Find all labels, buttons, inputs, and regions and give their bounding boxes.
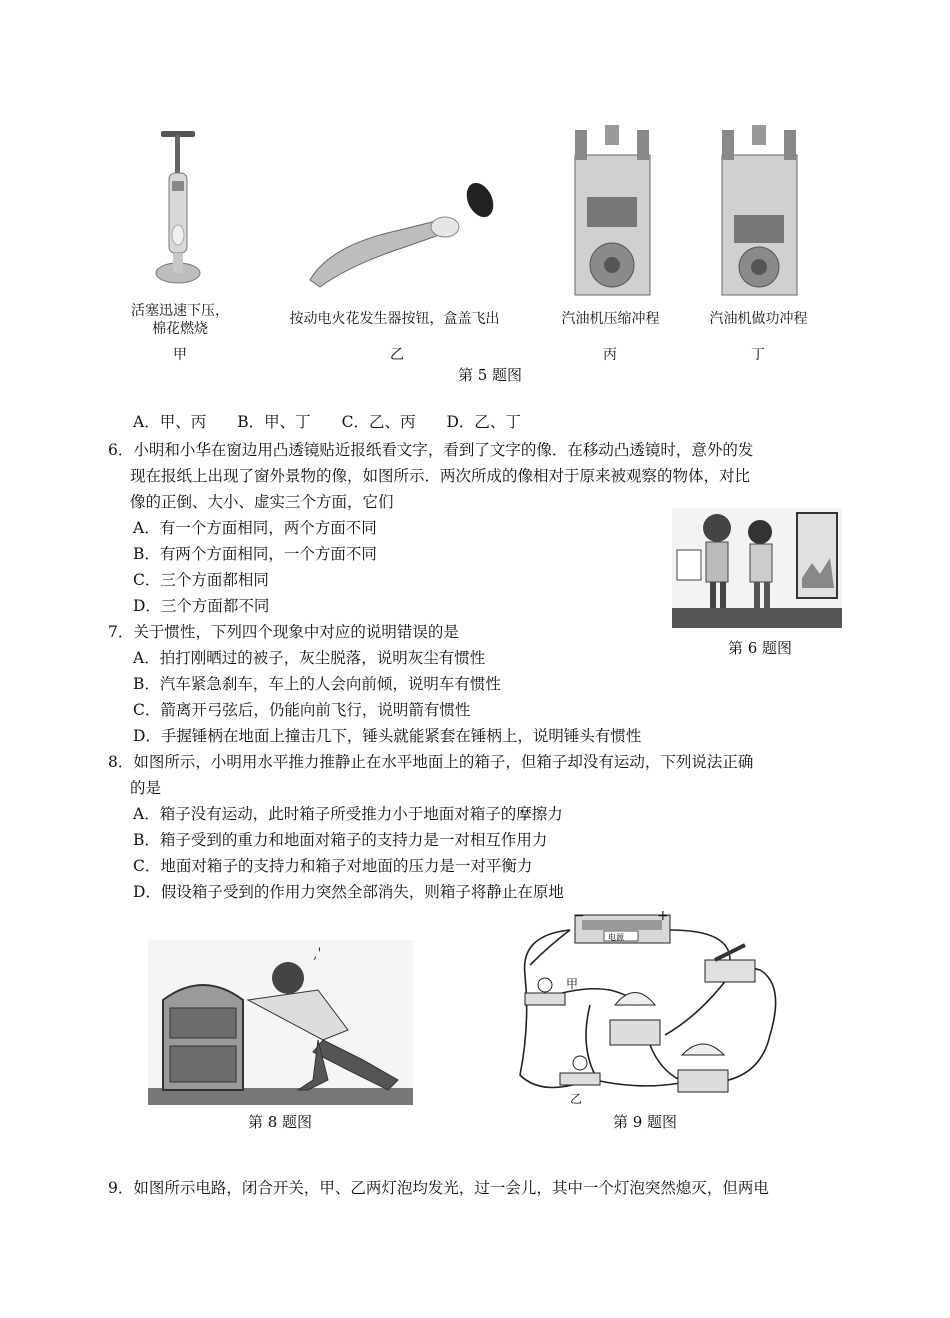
spark-generator-image	[290, 175, 510, 305]
fig5-caption-bing: 汽油机压缩冲程	[561, 311, 660, 327]
q6-option-a: A．有一个方面相同，两个方面不同	[133, 519, 377, 537]
fig9-lamp-yi-label: 乙	[570, 1092, 583, 1106]
q6-option-c: C．三个方面都相同	[133, 571, 269, 589]
boy-pushing-box-image	[148, 940, 413, 1105]
fig9-circuit	[500, 905, 790, 1110]
fig5-caption-ding: 汽油机做功冲程	[709, 311, 808, 327]
q5-options: A．甲、丙 B．甲、丁 C．乙、丙 D．乙、丁	[133, 413, 521, 431]
fig5-title: 第 5 题图	[457, 366, 523, 384]
q7-option-a: A．拍打刚晒过的被子，灰尘脱落，说明灰尘有惯性	[133, 649, 486, 667]
q7-option-b: B．汽车紧急刹车，车上的人会向前倾，说明车有惯性	[133, 675, 501, 693]
children-window-image	[672, 508, 842, 628]
q6-stem-line3: 像的正倒、大小、虚实三个方面，它们	[130, 493, 394, 511]
fig6-image	[672, 508, 842, 628]
fig5-panel-yi	[290, 175, 510, 305]
svg-text:,': ,'	[313, 946, 322, 962]
q9-stem-line1: 9．如图所示电路，闭合开关，甲、乙两灯泡均发光，过一会儿，其中一个灯泡突然熄灭，但两电	[108, 1179, 769, 1197]
q8-option-b: B．箱子受到的重力和地面对箱子的支持力是一对相互作用力	[133, 831, 548, 849]
fig5-panel-jia	[135, 125, 235, 300]
q8-option-c: C．地面对箱子的支持力和箱子对地面的压力是一对平衡力	[133, 857, 533, 875]
fig5-label-ding: 丁	[751, 347, 765, 363]
q8-option-a: A．箱子没有运动，此时箱子所受推力小于地面对箱子的摩擦力	[133, 805, 563, 823]
fig6-title: 第 6 题图	[727, 639, 793, 657]
piston-syringe-image	[135, 125, 235, 300]
engine-compression-image	[565, 125, 660, 300]
fig5-panel-ding	[712, 125, 807, 300]
q7-stem: 7．关于惯性，下列四个现象中对应的说明错误的是	[108, 623, 459, 641]
battery-label: 电源	[608, 933, 624, 942]
fig5-caption-jia	[115, 302, 245, 338]
fig5-label-bing: 丙	[603, 347, 617, 363]
q7-option-d: D．手握锤柄在地面上撞击几下，锤头就能紧套在锤柄上，说明锤头有惯性	[133, 727, 642, 745]
q6-option-b: B．有两个方面相同，一个方面不同	[133, 545, 377, 563]
fig5-caption-jia-line2: 棉花燃烧	[152, 321, 208, 337]
fig5-label-jia: 甲	[173, 347, 187, 363]
q7-option-c: C．箭离开弓弦后，仍能向前飞行，说明箭有惯性	[133, 701, 471, 719]
fig9-lamp-jia-label: 甲	[566, 977, 579, 991]
q8-stem-line1: 8．如图所示，小明用水平推力推静止在水平地面上的箱子，但箱子却没有运动，下列说法正确	[108, 753, 754, 771]
circuit-diagram	[500, 905, 790, 1110]
fig5-caption-yi: 按动电火花发生器按钮，盒盖飞出	[289, 311, 500, 327]
fig5-label-yi: 乙	[390, 347, 404, 363]
q8-option-d: D．假设箱子受到的作用力突然全部消失，则箱子将静止在原地	[133, 883, 564, 901]
engine-power-stroke-image	[712, 125, 807, 300]
fig8-title: 第 8 题图	[247, 1113, 313, 1131]
q6-stem-line2: 现在报纸上出现了窗外景物的像，如图所示．两次所成的像相对于原来被观察的物体，对比	[130, 467, 751, 485]
q6-stem-line1: 6．小明和小华在窗边用凸透镜贴近报纸看文字，看到了文字的像．在移动凸透镜时，意外的发	[108, 441, 754, 459]
q6-option-d: D．三个方面都不同	[133, 597, 270, 615]
q8-stem-line2: 的是	[130, 779, 162, 797]
fig9-plus-sign: +	[657, 908, 669, 924]
fig5-caption-jia-line1: 活塞迅速下压，	[131, 303, 229, 319]
fig9-minus-sign: −	[573, 908, 585, 924]
fig5-panel-bing	[565, 125, 660, 300]
fig8-image	[148, 940, 413, 1105]
fig9-title: 第 9 题图	[612, 1113, 678, 1131]
